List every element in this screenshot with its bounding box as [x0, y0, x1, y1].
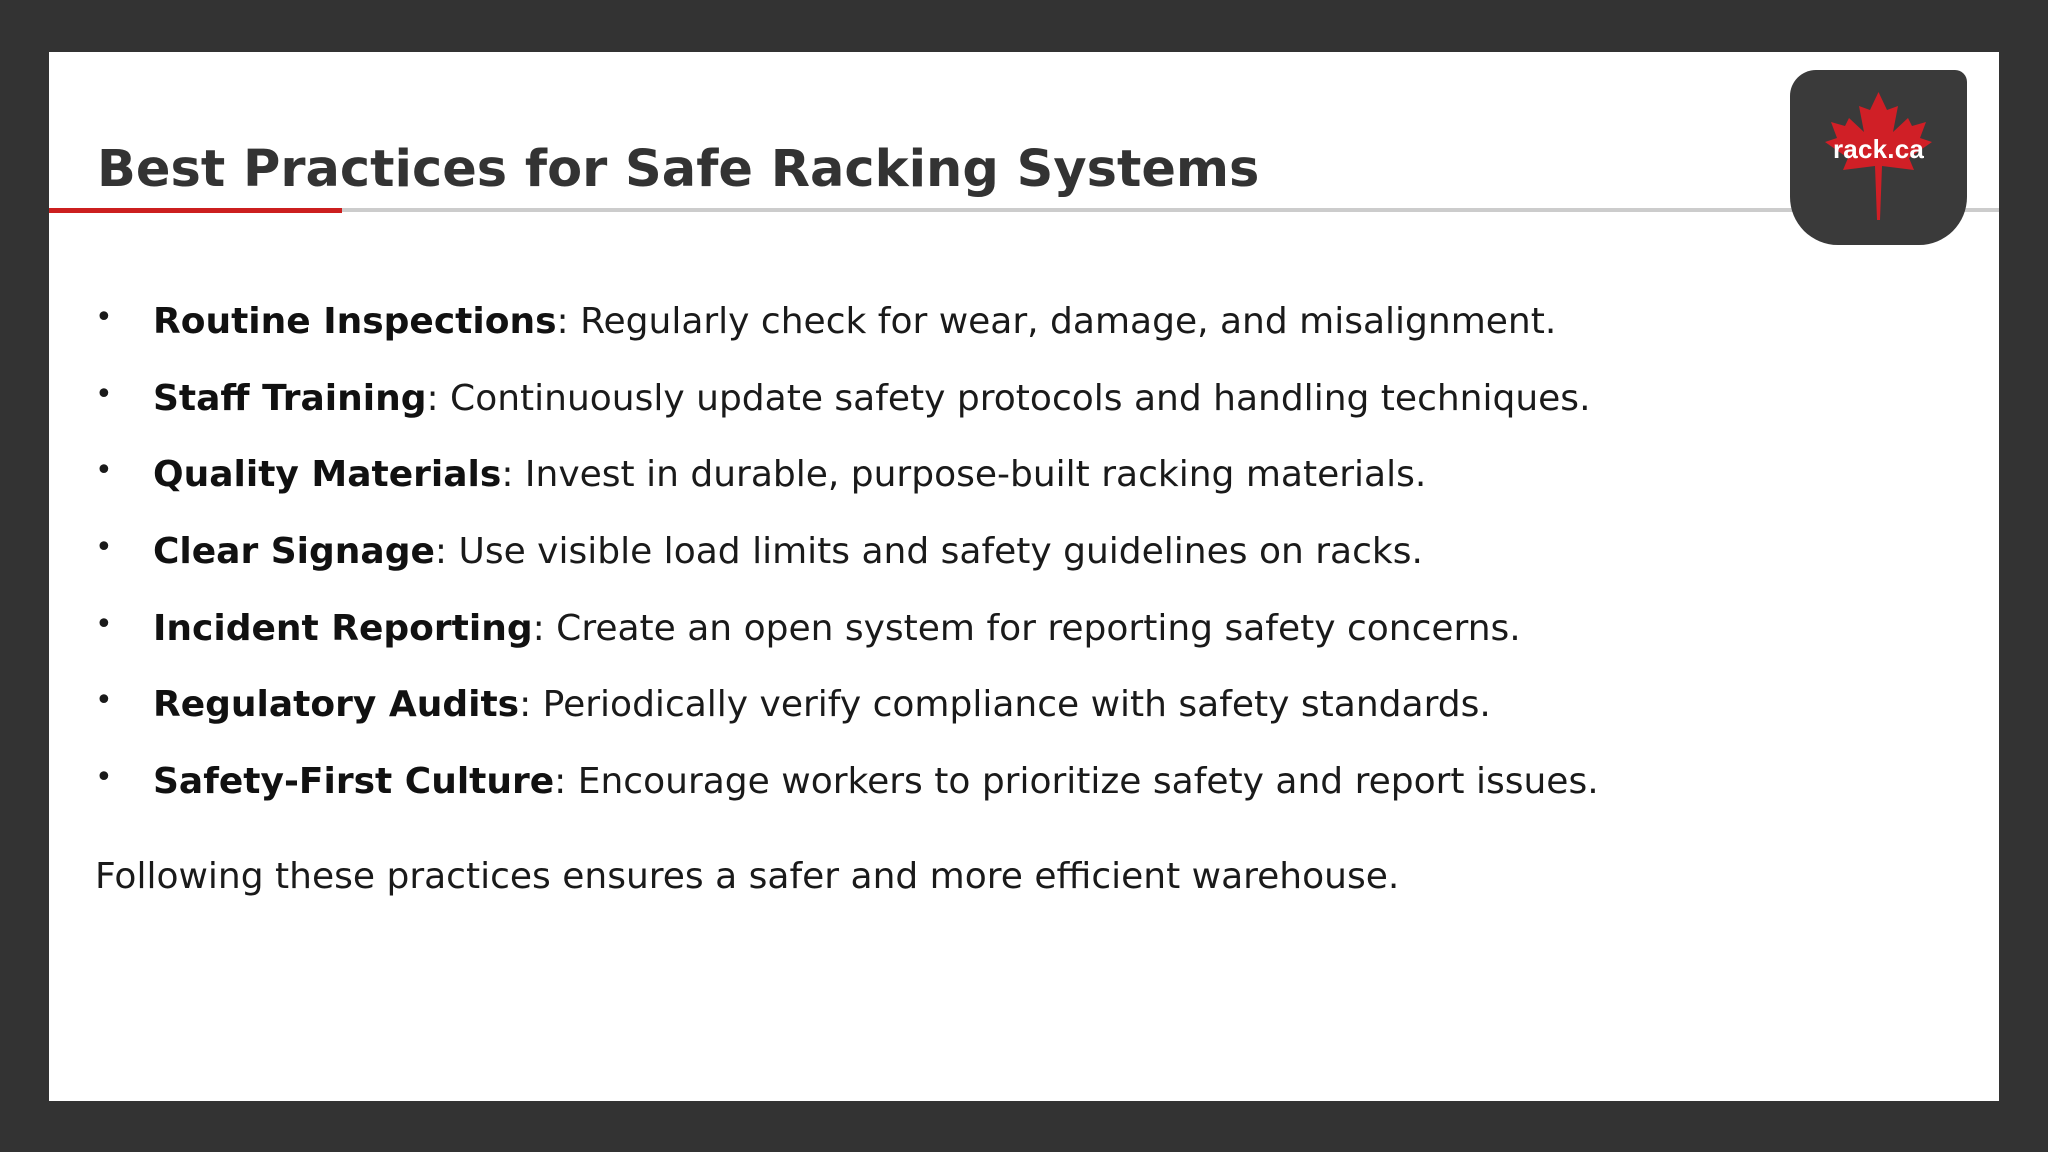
bullet-description: : Invest in durable, purpose-built racking materials.	[501, 454, 1427, 496]
bullet-icon: •	[95, 683, 113, 719]
bullet-term: Staff Training	[153, 377, 427, 419]
bullet-icon: •	[95, 453, 113, 489]
bullet-description: : Encourage workers to prioritize safety and report issues.	[554, 761, 1599, 803]
bullet-term: Clear Signage	[153, 531, 435, 573]
slide-title: Best Practices for Safe Racking Systems	[97, 140, 1260, 199]
slide	[49, 52, 1999, 1101]
bullet-icon: •	[95, 606, 113, 642]
logo-text: rack.ca	[1832, 134, 1925, 164]
bullet-icon: •	[95, 530, 113, 566]
bullet-icon: •	[95, 300, 113, 335]
closing-statement: Following these practices ensures a safer and more efficient warehouse.	[95, 856, 1400, 897]
bullet-icon: •	[95, 376, 113, 412]
bullet-term: Routine Inspections	[153, 301, 557, 342]
bullet-term: Incident Reporting	[153, 607, 533, 649]
bullet-term: Quality Materials	[153, 454, 502, 496]
bullet-term: Regulatory Audits	[153, 684, 520, 726]
bullet-term: Safety-First Culture	[153, 761, 555, 803]
bullet-icon: •	[95, 760, 113, 796]
rack-ca-logo	[1790, 70, 1967, 245]
bullet-description: : Regularly check for wear, damage, and misalignment.	[556, 301, 1557, 342]
bullet-description: : Create an open system for reporting safety concerns.	[532, 607, 1521, 649]
bullet-description: : Use visible load limits and safety guidelines on racks.	[434, 531, 1423, 573]
bullet-description: : Periodically verify compliance with safety standards.	[519, 684, 1491, 726]
title-accent-bar	[49, 208, 342, 213]
bullet-description: : Continuously update safety protocols and handling techniques.	[426, 377, 1591, 419]
